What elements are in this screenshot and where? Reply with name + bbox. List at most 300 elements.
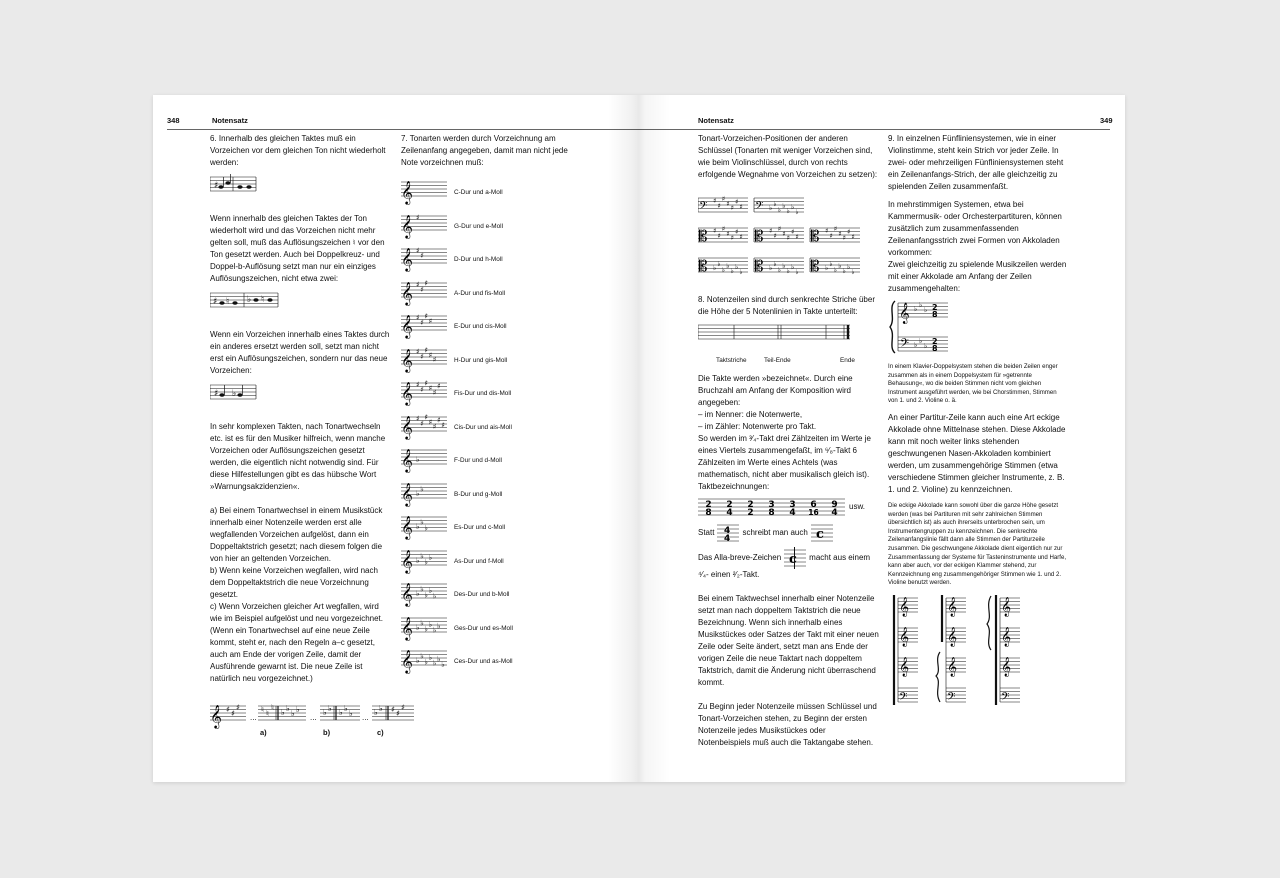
statt-label: Statt: [698, 528, 715, 537]
svg-text:𝄞: 𝄞: [401, 548, 413, 573]
svg-text:♭: ♭: [851, 268, 855, 276]
svg-text:♯: ♯: [777, 225, 782, 233]
key-signature-staff: [401, 643, 449, 675]
svg-text:♭: ♭: [416, 656, 420, 665]
svg-text:♭: ♭: [795, 268, 799, 276]
svg-text:♯: ♯: [825, 227, 829, 235]
svg-text:♯: ♯: [396, 709, 400, 718]
example-label-b: b): [323, 728, 331, 737]
svg-text:♭: ♭: [349, 709, 353, 718]
time-signature: [761, 496, 782, 518]
svg-text:♯: ♯: [730, 234, 734, 242]
svg-text:♯: ♯: [424, 311, 429, 321]
key-signature-staff: [401, 308, 449, 340]
time-signature-row: [698, 496, 880, 518]
svg-text:𝄞: 𝄞: [401, 481, 413, 506]
svg-text:𝄡: 𝄡: [811, 227, 820, 245]
time-signature: [824, 496, 845, 518]
svg-text:♭: ♭: [773, 200, 777, 208]
music-example-score-accolades: [888, 592, 1028, 714]
svg-text:♭: ♭: [416, 555, 420, 565]
svg-text:𝄞: 𝄞: [401, 314, 413, 338]
svg-text:♭: ♭: [735, 263, 739, 271]
svg-text:♭: ♭: [791, 263, 795, 271]
piano-system-caption: In einem Klavier-Doppelsystem stehen die beiden Zeilen enger zusammen als in einem Doppelsystem für »getrennte Behausung«, wo die beiden Stimmen nicht vom gleichen Instrument ausgeführt werden, wie bei Chorstimmen, Stimmen von 1. und 2. Violine o. ä.: [888, 363, 1058, 405]
key-signature-row: [401, 308, 583, 342]
svg-text:♭: ♭: [924, 306, 928, 314]
svg-text:♯: ♯: [735, 228, 739, 236]
svg-text:𝄞: 𝄞: [401, 615, 413, 640]
svg-text:♯: ♯: [416, 212, 420, 222]
svg-text:♯: ♯: [713, 197, 717, 205]
svg-text:𝄞: 𝄞: [401, 280, 413, 305]
svg-text:2: 2: [932, 337, 938, 346]
key-signature-label: Ces-Dur und as-Moll: [454, 658, 513, 665]
svg-text:♯: ♯: [773, 232, 777, 240]
rule-b-text: b) Wenn keine Vorzeichen wegfallen, wird nach dem Doppeltaktstrich die neue Vorzeichnung gesetzt.: [210, 566, 378, 599]
svg-text:♭: ♭: [424, 657, 428, 667]
denominator-text: – im Nenner: die Notenwerte,: [698, 410, 803, 419]
svg-text:♭: ♭: [842, 267, 846, 275]
svg-text:♭: ♭: [829, 260, 833, 268]
svg-text:♮: ♮: [266, 709, 269, 718]
music-example-replace: [210, 381, 260, 403]
key-signature-label: G-Dur und e-Moll: [454, 222, 504, 230]
svg-text:♯: ♯: [424, 278, 429, 287]
svg-text:♯: ♯: [424, 378, 429, 388]
svg-text:♯: ♯: [416, 413, 420, 423]
header-rule-right: [639, 129, 1110, 130]
svg-text:♯: ♯: [730, 204, 734, 212]
svg-text:♯: ♯: [739, 203, 743, 211]
svg-text:♭: ♭: [428, 653, 433, 662]
svg-text:𝄞: 𝄞: [210, 704, 222, 728]
svg-text:♭: ♭: [420, 651, 424, 661]
svg-text:𝄢: 𝄢: [900, 337, 910, 353]
svg-text:♯: ♯: [782, 230, 786, 238]
key-signature-staff: [401, 342, 449, 374]
alla-breve-text-2: ⁴⁄₄- einen ²⁄₂-Takt.: [698, 570, 760, 579]
svg-text:♯: ♯: [769, 227, 773, 235]
svg-text:♭: ♭: [924, 342, 928, 350]
svg-text:♯: ♯: [428, 417, 433, 426]
right-page: [639, 95, 1125, 782]
svg-text:𝄞: 𝄞: [401, 180, 413, 204]
svg-text:♭: ♭: [441, 660, 445, 669]
key-signature-label: F-Dur und d-Moll: [454, 457, 502, 464]
key-signature-label: Fis-Dur und dis-Moll: [454, 390, 512, 397]
svg-text:♯: ♯: [428, 316, 433, 326]
svg-text:♯: ♯: [420, 351, 424, 361]
svg-text:𝄡: 𝄡: [699, 257, 708, 275]
svg-text:♯: ♯: [437, 381, 441, 391]
svg-text:♭: ♭: [795, 208, 799, 216]
svg-text:♭: ♭: [416, 455, 420, 464]
key-signature-label: Cis-Dur und ais-Moll: [454, 423, 512, 431]
svg-text:♯: ♯: [416, 313, 420, 322]
svg-text:♭: ♭: [286, 704, 290, 713]
svg-text:♭: ♭: [416, 522, 420, 531]
svg-text:♯: ♯: [437, 415, 441, 424]
svg-text:𝄞: 𝄞: [1001, 626, 1012, 647]
key-signature-staff: [401, 543, 449, 575]
svg-text:8: 8: [705, 508, 712, 518]
key-signature-row: [401, 643, 583, 677]
barline-label-taktstriche: Taktstriche: [716, 357, 747, 364]
svg-text:2: 2: [932, 303, 938, 312]
svg-text:4: 4: [724, 526, 731, 536]
svg-text:♭: ♭: [420, 484, 424, 493]
svg-text:𝄞: 𝄞: [401, 213, 413, 238]
svg-text:♭: ♭: [730, 267, 734, 275]
svg-text:♯: ♯: [441, 420, 445, 429]
music-example-key-change: [210, 698, 420, 742]
svg-text:♭: ♭: [416, 589, 420, 598]
svg-text:♭: ♭: [786, 267, 790, 275]
svg-text:2: 2: [747, 500, 754, 510]
square-accolade-text: An einer Partitur-Zeile kann auch eine Art eckige Akkolade ohne Mittelnase stehen. Diese Akkolade kann mit noch weiter links stehenden geschwungenen Nasen-Akkoladen kombiniert werden, um zusammengehörige Stimmen (etwa verschiedene Stimmen gleicher Instrumente, z. B. 1. und 2. Violine) zu kennzeichnen.: [888, 412, 1066, 494]
example-label-a: a): [260, 728, 267, 737]
key-signature-label: Es-Dur und c-Moll: [454, 524, 506, 531]
svg-text:♭: ♭: [791, 203, 795, 211]
common-time-icon: [811, 521, 833, 545]
svg-text:♭: ♭: [769, 264, 773, 272]
warning-accidentals-text: In sehr komplexen Takten, nach Tonartwechseln etc. ist es für den Musiker hilfreich, wenn manche Vorzeichen oder Auflösungszeichen gesetzt werden, die eigentlich nicht notwendig sind. Für diese Hilfestellungen gibt es das hübsche Wort »Warnungsakzidenzien«.: [210, 422, 386, 491]
svg-text:♭: ♭: [281, 708, 285, 717]
svg-text:4: 4: [726, 508, 733, 518]
time-signature: [740, 496, 761, 518]
usw-label: usw.: [849, 502, 866, 511]
left-column-1: [210, 133, 392, 685]
key-signature-row: [401, 476, 583, 510]
key-signature-row: [401, 442, 583, 476]
svg-text:♭: ♭: [420, 551, 424, 560]
svg-text:♯: ♯: [420, 251, 424, 260]
left-column-2: [401, 133, 583, 677]
key-signature-label: H-Dur und gis-Moll: [454, 356, 508, 364]
svg-text:♭: ♭: [416, 622, 420, 632]
svg-text:♭: ♭: [374, 708, 378, 717]
svg-text:♭: ♭: [437, 654, 441, 664]
svg-text:♯: ♯: [420, 385, 424, 394]
svg-text:𝄞: 𝄞: [401, 414, 413, 439]
svg-text:♭: ♭: [424, 557, 428, 566]
svg-text:♯: ♯: [838, 230, 842, 238]
svg-text:♯: ♯: [236, 703, 240, 712]
svg-text:4: 4: [724, 534, 731, 544]
key-signature-row: [401, 409, 583, 443]
svg-text:♭: ♭: [323, 708, 327, 717]
svg-text:♭: ♭: [291, 709, 295, 718]
svg-text:♯: ♯: [416, 346, 420, 356]
svg-text:♭: ♭: [247, 295, 252, 305]
svg-text:♭: ♭: [437, 621, 441, 630]
svg-text:♮: ♮: [261, 705, 264, 714]
svg-text:♮: ♮: [261, 295, 265, 305]
svg-text:2: 2: [726, 500, 733, 510]
svg-text:♭: ♭: [769, 204, 773, 212]
running-title-left: Notensatz: [212, 116, 248, 125]
right-column-1: [698, 133, 880, 749]
section-8-text: 8. Notenzeilen sind durch senkrechte Striche über die Höhe der 5 Notenlinien in Takte unterteilt:: [698, 295, 875, 316]
music-example-barlines: [698, 321, 858, 355]
svg-text:♯: ♯: [726, 230, 730, 238]
time-signature: [803, 496, 824, 518]
clef-key-positions-text: Tonart-Vorzeichen-Positionen der anderen Schlüssel (Tonarten mit weniger Vorzeichen sind, wie beim Violinschlüssel, durch von rechts erfolgende Wegnahme von Vorzeichen zu setzen):: [698, 134, 878, 179]
time-signature-list: [698, 496, 845, 518]
alla-breve-text: macht aus einem: [809, 553, 871, 562]
svg-text:16: 16: [808, 508, 819, 517]
svg-text:♭: ♭: [739, 268, 743, 276]
svg-text:𝄞: 𝄞: [899, 303, 910, 324]
alla-breve-icon: [784, 547, 806, 569]
svg-text:♯: ♯: [791, 228, 795, 236]
svg-text:♭: ♭: [420, 584, 424, 594]
time-signature-explanation: So werden im ³⁄₄-Takt drei Zählzeiten im Werte je eines Viertels zusammengefaßt, im ⁶⁄₈-Takt 6 Zählzeiten im Werte eines Achtels (was mathematisch, nicht aber musikalisch gleich ist). Taktbezeichnungen:: [698, 434, 871, 491]
barline-labels: [698, 355, 880, 367]
numerator-text: – im Zähler: Notenwerte pro Takt.: [698, 422, 817, 431]
svg-text:𝄞: 𝄞: [401, 649, 413, 673]
svg-text:♯: ♯: [721, 225, 726, 233]
svg-text:𝄢: 𝄢: [899, 690, 908, 706]
svg-text:♯: ♯: [432, 388, 437, 397]
svg-text:♭: ♭: [782, 202, 786, 210]
square-accolade-caption: Die eckige Akkolade kann sowohl über die ganze Höhe gesetzt werden (was bei Partituren mit sehr zahlreichen Stimmen übersichtlich ist) als auch ihrerseits unterbrochen sein, um Instrumentengruppen zu kennzeichnen. Die senkrechte Zeilenanfangslinie fällt dann alle Stimmen der Partiturzeile zusammen. Die geschwungene Akkolade dient eigentlich nur zur Zusammenfassung der Systeme für Tasteninstrumente und Harfe, kann aber auch, vor der eckigen Klammer stehend, zur Kennzeichnung eng zusammengehöriger Stimmen wie 1. und 2. Violine benutzt werden.: [888, 501, 1067, 587]
page-number-right: 349: [1100, 116, 1113, 125]
svg-text:♭: ♭: [432, 625, 437, 634]
svg-text:♮: ♮: [226, 297, 230, 307]
svg-text:♯: ♯: [391, 705, 395, 714]
svg-text:8: 8: [768, 508, 775, 518]
section-7-text: 7. Tonarten werden durch Vorzeichnung am Zeilenanfang angegeben, damit man nicht jede Note vorzeichnen muß:: [401, 134, 568, 167]
rule-c-text: c) Wenn Vorzeichen gleicher Art wegfallen, wird wie im Beispiel aufgelöst und neu vorgezeichnet. (Wenn ein Tonartwechsel auf eine neue Zeile kommt, steht er, nach den Regeln a–c gesetzt, auch am Ende der vorigen Zeile, damit der Ausführende gewarnt ist. Die neue Zeile ist natürlich neu vorgezeichnet.): [210, 602, 383, 683]
key-signature-label: C-Dur und a-Moll: [454, 189, 503, 196]
svg-text:4: 4: [831, 508, 838, 518]
key-signature-staff: [401, 375, 449, 407]
svg-text:♭: ♭: [726, 262, 730, 270]
key-signature-label: B-Dur und g-Moll: [454, 490, 503, 498]
svg-text:♯: ♯: [424, 345, 429, 354]
barline-label-ende: Ende: [840, 357, 855, 364]
key-signature-row: [401, 375, 583, 409]
time-change-text: Bei einem Taktwechsel innerhalb einer Notenzeile setzt man nach doppeltem Taktstrich die neue Bezeichnung. Wenn sich innerhalb eines Musikstückes oder Satzes der Takt mit einer neuen Zeile oder Seite ändert, setzt man ans Ende der vorigen Zeile die neue Taktart nach doppeltem Taktstrich, damit die Änderung nicht überraschend kommt.: [698, 594, 879, 687]
svg-text:𝄞: 𝄞: [899, 626, 910, 647]
line-start-text: Zu Beginn jeder Notenzeile müssen Schlüssel und Tonart-Vorzeichen stehen, zu Beginn der ersten Notenzeile jedes Musikstückes oder Notenbeispiels muß auch die Taktangabe stehen.: [698, 702, 877, 747]
svg-text:♭: ♭: [428, 586, 433, 595]
key-signature-label: Ges-Dur und es-Moll: [454, 624, 513, 632]
key-signature-label: E-Dur und cis-Moll: [454, 323, 507, 330]
svg-text:♯: ♯: [432, 421, 437, 431]
svg-text:♯: ♯: [226, 705, 230, 714]
svg-text:♯: ♯: [735, 198, 739, 206]
svg-text:𝄡: 𝄡: [755, 257, 764, 275]
svg-text:𝄢: 𝄢: [1001, 690, 1010, 706]
svg-text:♯: ♯: [213, 297, 218, 307]
svg-text:𝄞: 𝄞: [401, 347, 413, 372]
svg-text:♭: ♭: [773, 260, 777, 268]
svg-text:♯: ♯: [428, 350, 433, 359]
music-example-other-clefs: [698, 190, 868, 282]
svg-text:♭: ♭: [296, 705, 300, 714]
svg-text:8: 8: [932, 310, 938, 319]
svg-text:𝄞: 𝄞: [899, 656, 910, 677]
alla-breve-label: Das Alla-breve-Zeichen: [698, 553, 782, 562]
svg-text:♯: ♯: [424, 412, 429, 421]
svg-text:♭: ♭: [838, 262, 842, 270]
svg-text:♭: ♭: [344, 704, 348, 713]
svg-text:♯: ♯: [420, 318, 424, 327]
svg-text:♭: ♭: [717, 260, 721, 268]
svg-text:♯: ♯: [847, 228, 851, 236]
svg-text:♭: ♭: [919, 301, 923, 309]
music-example-accidental-repeat: [210, 173, 270, 195]
svg-text:♭: ♭: [232, 389, 237, 399]
svg-text:3: 3: [768, 500, 775, 510]
music-example-piano-system: [888, 297, 960, 361]
key-signature-row: [401, 610, 583, 644]
svg-text:...: ...: [250, 714, 257, 722]
replace-accidental-text: Wenn ein Vorzeichen innerhalb eines Taktes durch ein anderes ersetzt werden soll, setzt man nicht erst ein Auflösungszeichen, sondern nur das neue Vorzeichen:: [210, 330, 390, 375]
common-time-row: [698, 521, 880, 545]
svg-text:𝄡: 𝄡: [699, 227, 708, 245]
schreibt-label: schreibt man auch: [742, 528, 808, 537]
svg-text:♯: ♯: [786, 234, 790, 242]
music-example-natural: [210, 289, 282, 311]
svg-text:♯: ♯: [416, 246, 420, 255]
svg-text:𝄞: 𝄞: [947, 626, 958, 647]
key-signature-staff: [401, 241, 449, 273]
svg-text:𝄞: 𝄞: [947, 596, 958, 617]
svg-text:c: c: [789, 552, 798, 567]
rule-a-text: a) Bei einem Tonartwechsel in einem Musikstück innerhalb einer Notenzeile werden erst alle wegfallenden Vorzeichen aufgelöst, dann ein Doppeltaktstrich gesetzt; nach diesem folgen die von hier an geltenden Vorzeichen.: [210, 506, 383, 563]
svg-text:...: ...: [310, 714, 317, 722]
svg-text:♯: ♯: [829, 232, 833, 240]
svg-text:𝄞: 𝄞: [1001, 656, 1012, 677]
svg-text:6: 6: [810, 500, 817, 510]
svg-text:♭: ♭: [777, 266, 782, 274]
svg-text:♯: ♯: [833, 225, 838, 233]
key-signature-staff: [401, 208, 449, 240]
key-signature-staff: [401, 509, 449, 541]
svg-text:♭: ♭: [914, 341, 918, 349]
svg-text:♭: ♭: [432, 658, 437, 668]
key-signature-staff: [401, 174, 449, 206]
barline-label-teil-ende: Teil-Ende: [764, 357, 791, 364]
svg-text:♯: ♯: [851, 233, 855, 241]
svg-text:♯: ♯: [721, 195, 726, 203]
svg-text:2: 2: [705, 500, 712, 510]
svg-text:♭: ♭: [847, 263, 851, 271]
svg-text:♯: ♯: [717, 232, 721, 240]
svg-text:𝄞: 𝄞: [401, 515, 413, 539]
svg-text:𝄞: 𝄞: [947, 656, 958, 677]
key-signature-label: Des-Dur und b-Moll: [454, 591, 510, 598]
svg-text:𝄞: 𝄞: [401, 582, 413, 606]
header-rule: [167, 129, 639, 130]
svg-text:♯: ♯: [795, 233, 799, 241]
svg-text:♭: ♭: [328, 704, 332, 713]
svg-text:♭: ♭: [721, 266, 726, 274]
key-signature-row: [401, 342, 583, 376]
svg-text:♯: ♯: [726, 200, 730, 208]
svg-text:𝄞: 𝄞: [1001, 596, 1012, 617]
svg-text:♮: ♮: [271, 703, 274, 712]
key-signature-row: [401, 275, 583, 309]
svg-text:♭: ♭: [428, 552, 433, 562]
alla-breve-row: [698, 547, 880, 569]
section-9-text: 9. In einzelnen Fünfliniensystemen, wie in einer Violinstimme, steht kein Strich vor jeder Zeile. In zwei- oder mehrzeiligen Fünfliniensystemen steht ein Zeilenanfangs-Strich, der alle gleichzeitig zu spielenden Zeilen zusammenfaßt.: [888, 134, 1064, 191]
key-signature-label: As-Dur und f-Moll: [454, 557, 504, 565]
time-signature: [698, 496, 719, 518]
accolade-two-lines-text: Zwei gleichzeitig zu spielende Musikzeilen werden mit einer Akkolade am Anfang der Zeilen zusammengehalten:: [888, 260, 1067, 293]
svg-text:♭: ♭: [777, 206, 782, 214]
key-signature-list: [401, 174, 583, 677]
svg-text:𝄞: 𝄞: [401, 381, 413, 405]
svg-text:♭: ♭: [420, 517, 424, 527]
natural-sign-text: Wenn innerhalb des gleichen Taktes der Ton wiederholt wird und das Vorzeichen nicht mehr gelten soll, muß das Auflösungszeichen ♮ vor den Ton gesetzt werden. Auch bei Doppelkreuz- und Doppel-b-Auflösung setzt man nur ein einziges Auflösungszeichen, nicht etwa zwei:: [210, 214, 385, 283]
key-signature-staff: [401, 275, 449, 307]
svg-text:𝄢: 𝄢: [947, 690, 956, 706]
svg-text:♯: ♯: [416, 279, 420, 289]
key-signature-label: A-Dur und fis-Moll: [454, 289, 506, 297]
right-column-2: [888, 133, 1068, 714]
time-signature-intro: Die Takte werden »bezeichnet«. Durch eine Bruchzahl am Anfang der Komposition wird angegeben:: [698, 374, 853, 407]
svg-text:𝄢: 𝄢: [699, 200, 708, 215]
key-signature-row: [401, 241, 583, 275]
accolade-intro-text: In mehrstimmigen Systemen, etwa bei Kammermusik- oder Orchesterpartituren, können zusätzlich zum zusammenfassenden Zeilenanfangsstrich zwei Formen von Akkoladen vorkommen:: [888, 200, 1062, 257]
time-signature-4-4: [717, 521, 739, 545]
svg-text:4: 4: [789, 508, 796, 518]
svg-text:♭: ♭: [825, 264, 829, 272]
key-signature-row: [401, 174, 583, 208]
svg-text:♯: ♯: [214, 181, 219, 191]
key-signature-row: [401, 576, 583, 610]
svg-text:3: 3: [789, 500, 796, 510]
svg-text:♭: ♭: [424, 590, 428, 600]
key-signature-row: [401, 543, 583, 577]
svg-text:...: ...: [362, 714, 369, 722]
book-spread: [153, 95, 1125, 782]
svg-text:𝄡: 𝄡: [755, 227, 764, 245]
svg-text:♭: ♭: [432, 591, 437, 601]
key-signature-row: [401, 208, 583, 242]
svg-text:♯: ♯: [432, 354, 437, 364]
svg-text:♭: ♭: [428, 619, 433, 629]
page-number-left: 348: [167, 116, 180, 125]
svg-text:♯: ♯: [214, 389, 219, 399]
svg-text:♭: ♭: [379, 704, 383, 713]
time-signature: [719, 496, 740, 518]
svg-text:♭: ♭: [416, 488, 420, 498]
svg-text:♭: ♭: [420, 618, 424, 627]
svg-text:2: 2: [747, 508, 754, 518]
example-label-c: c): [377, 728, 384, 737]
svg-text:♯: ♯: [428, 383, 433, 393]
svg-text:♭: ♭: [424, 523, 428, 533]
svg-text:♭: ♭: [713, 264, 717, 272]
key-signature-row: [401, 509, 583, 543]
svg-text:♭: ♭: [782, 262, 786, 270]
svg-text:𝄢: 𝄢: [755, 200, 764, 215]
running-title-right: Notensatz: [698, 116, 734, 125]
svg-text:𝄞: 𝄞: [401, 247, 413, 271]
svg-text:♯: ♯: [739, 233, 743, 241]
svg-text:♯: ♯: [416, 380, 420, 389]
svg-text:♭: ♭: [914, 305, 918, 313]
svg-text:♭: ♭: [833, 266, 838, 274]
left-page: [153, 95, 639, 782]
svg-text:𝄞: 𝄞: [401, 448, 413, 472]
